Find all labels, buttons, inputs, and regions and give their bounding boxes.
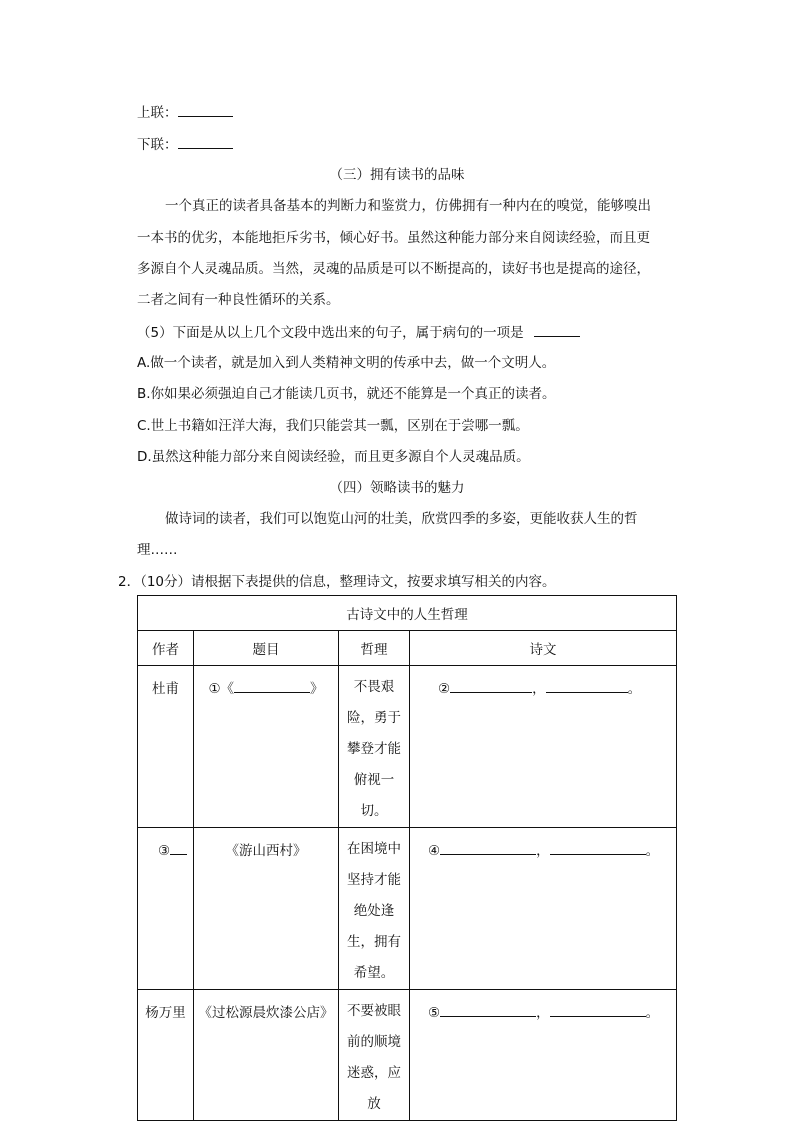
section3-paragraph-line: 多源自个人灵魂品质。当然，灵魂的品质是可以不断提高的，读好书也是提高的途径，	[137, 261, 650, 277]
author-text: 杜甫	[152, 681, 179, 697]
cell-verse	[410, 990, 677, 1121]
philosophy-text: 不要被眼前的顺境迷惑，应放	[347, 1003, 401, 1112]
question5-option-a: A.做一个读者，就是加入到人类精神文明的传承中去，做一个文明人。	[137, 355, 556, 371]
author-fill	[138, 828, 193, 867]
title-blank[interactable]	[234, 676, 310, 693]
title-fill	[194, 666, 338, 705]
verse-fill	[410, 990, 676, 1029]
question2-text: （10分）请根据下表提供的信息，整理诗文，按要求填写相关的内容。	[140, 574, 556, 590]
question2-number: 2．	[118, 574, 141, 590]
blank-marker: ④	[428, 843, 441, 859]
verse-comma: ，	[536, 1005, 550, 1021]
title-open-bracket: 《	[220, 681, 235, 697]
verse-comma: ，	[536, 843, 550, 859]
cell-verse	[410, 666, 677, 828]
header-philosophy: 哲理	[339, 631, 410, 666]
table-title: 古诗文中的人生哲理	[138, 596, 677, 631]
cell-verse	[410, 828, 677, 990]
question5-option-c: C.世上书籍如汪洋大海，我们只能尝其一瓢，区别在于尝哪一瓢。	[137, 418, 529, 434]
header-verse: 诗文	[410, 631, 677, 666]
blank-marker: ③	[158, 843, 171, 859]
cell-author	[138, 990, 194, 1121]
question5-option-d: D.虽然这种能力部分来自阅读经验，而且更多源自个人灵魂品质。	[137, 449, 530, 465]
section3-paragraph-line: 一本书的优劣，本能地拒斥劣书，倾心好书。虽然这种能力部分来自阅读经验，而且更	[137, 230, 650, 246]
section3-heading: （三）拥有读书的品味	[329, 167, 465, 183]
title-close-bracket: 》	[310, 681, 324, 697]
section4-paragraph-line: 理……	[137, 542, 178, 558]
blank-marker: ①	[208, 681, 221, 697]
verse-blank-first[interactable]	[440, 1000, 536, 1017]
section3-paragraph-line: 一个真正的读者具备基本的判断力和鉴赏力，仿佛拥有一种内在的嗅觉，能够嗅出	[165, 198, 651, 214]
poetry-table	[137, 595, 677, 1121]
blank-marker: ②	[438, 681, 451, 697]
verse-fill	[410, 828, 676, 867]
verse-period: 。	[645, 1005, 660, 1021]
table-header-row	[138, 631, 677, 666]
question5-option-b: B.你如果必须强迫自己才能读几页书，就还不能算是一个真正的读者。	[137, 386, 556, 402]
author-text: 杨万里	[145, 1005, 186, 1021]
table-row	[138, 666, 677, 828]
verse-fill	[410, 666, 676, 705]
cell-title	[194, 666, 339, 828]
title-text: 《游山西村》	[225, 843, 307, 859]
verse-blank-second[interactable]	[550, 838, 646, 855]
header-author: 作者	[138, 631, 194, 666]
couplet-lower	[137, 134, 233, 155]
couplet-upper	[137, 102, 233, 123]
verse-blank-second[interactable]	[546, 676, 628, 693]
cell-philosophy	[339, 666, 410, 828]
couplet-upper-blank[interactable]	[178, 102, 233, 117]
couplet-upper-label: 上联：	[137, 105, 178, 121]
question5-stem-text: （5）下面是从以上几个文段中选出来的句子，属于病句的一项是	[137, 325, 524, 341]
table-title-row	[138, 596, 677, 631]
verse-period: 。	[645, 843, 660, 859]
verse-blank-first[interactable]	[440, 838, 536, 855]
blank-marker: ⑤	[428, 1005, 441, 1021]
section4-paragraph-line: 做诗词的读者，我们可以饱览山河的壮美，欣赏四季的多姿，更能收获人生的哲	[165, 511, 638, 527]
cell-title	[194, 828, 339, 990]
cell-philosophy	[339, 990, 410, 1121]
question2-stem	[118, 572, 556, 592]
cell-author	[138, 666, 194, 828]
verse-blank-second[interactable]	[550, 1000, 646, 1017]
section3-paragraph-line: 二者之间有一种良性循环的关系。	[137, 292, 340, 308]
author-blank[interactable]	[170, 838, 187, 855]
verse-comma: ，	[532, 681, 546, 697]
table-row	[138, 828, 677, 990]
cell-philosophy	[339, 828, 410, 990]
couplet-lower-label: 下联：	[137, 137, 178, 153]
philosophy-text: 不畏艰险，勇于攀登才能俯视一切。	[347, 679, 401, 819]
title-text: 《过松源晨炊漆公店》	[198, 1005, 334, 1021]
philosophy-text: 在困境中坚持才能绝处逢生，拥有希望。	[347, 841, 401, 981]
section4-heading: （四）领略读书的魅力	[329, 480, 465, 496]
couplet-lower-blank[interactable]	[178, 134, 233, 149]
question5-answer-blank[interactable]	[534, 322, 580, 337]
cell-title	[194, 990, 339, 1121]
cell-author	[138, 828, 194, 990]
verse-blank-first[interactable]	[450, 676, 532, 693]
question5-stem	[137, 322, 580, 343]
header-title: 题目	[194, 631, 339, 666]
verse-period: 。	[627, 681, 642, 697]
table-row	[138, 990, 677, 1121]
